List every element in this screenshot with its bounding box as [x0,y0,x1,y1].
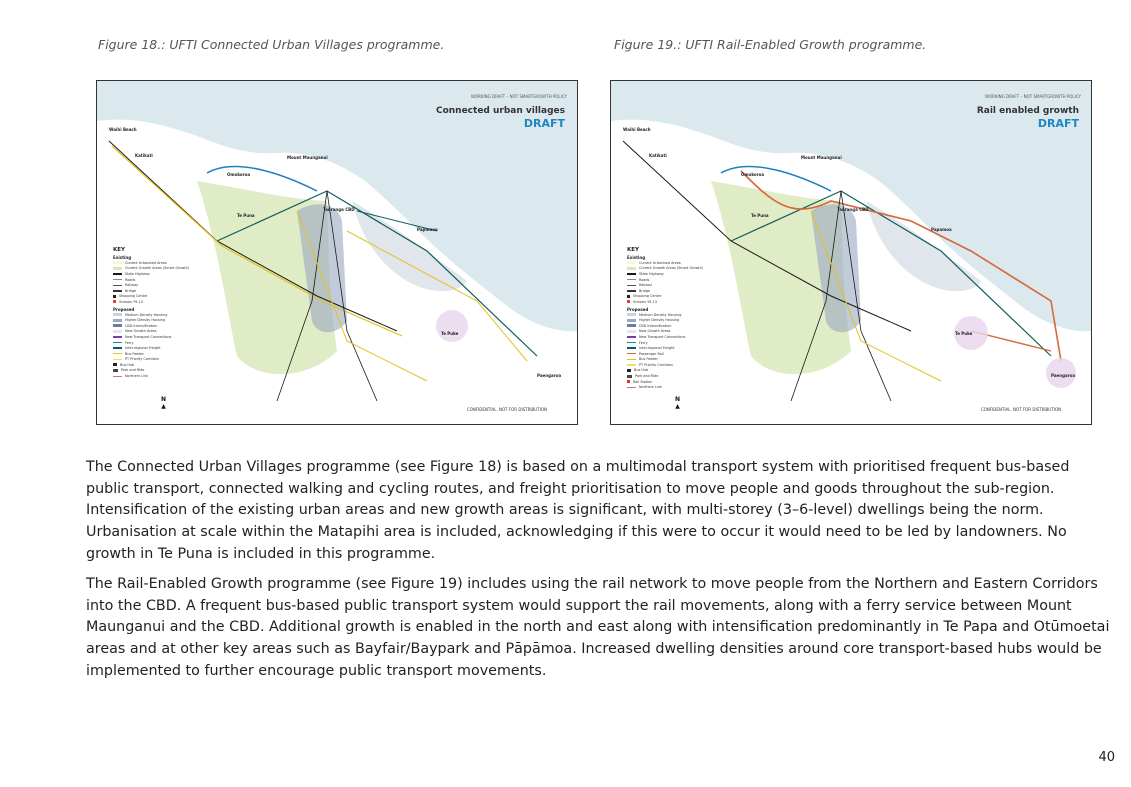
key-item: Roads [627,277,747,283]
key-item: Roads [113,277,233,283]
key-item: PT Priority Corridors [113,357,233,363]
key-item: New Growth Areas [113,329,233,335]
place-label: Papamoa [417,227,438,232]
key-item: Northern Link [113,373,233,379]
key-item: Railway [627,282,747,288]
key-item: Bridge [627,288,747,294]
key-item: Ferry [627,340,747,346]
confidential-note: CONFIDENTIAL. NOT FOR DISTRIBUTION [466,407,547,412]
key-item: Bus Feeder [113,351,233,357]
north-arrow-icon: N ▲ [161,396,167,410]
place-label: Te Puke [955,331,973,336]
place-label: Omokoroa [227,172,251,177]
north-arrow-icon: N ▲ [675,396,681,410]
key-item: New Transport Connections [113,334,233,340]
figure-18-caption: Figure 18.: UFTI Connected Urban Villages programme. [98,37,445,52]
key-item: Higher Density Housing [113,317,233,323]
key-item: Ferry [113,340,233,346]
place-label: Papamoa [931,227,952,232]
key-item: Shopping Centre [627,294,747,300]
map-key [627,247,747,390]
key-item: Schools Y9-13 [113,299,233,305]
key-item: Northern Link [627,384,747,390]
key-item: Current Urbanised Areas [627,260,747,266]
key-item: Schools Y9-13 [627,299,747,305]
map-title: Rail enabled growth [976,106,1079,116]
key-item: Bus Hub [627,368,747,374]
place-label: Te Puna [237,213,255,218]
confidential-note: CONFIDENTIAL. NOT FOR DISTRIBUTION [980,407,1061,412]
working-draft-note: WORKING DRAFT – NOT SMARTGROWTH POLICY [984,94,1081,99]
place-label: Waihi Beach [623,127,651,132]
rail-enabled-growth-map [610,80,1092,425]
key-item: Bus Feeder [627,357,747,363]
place-label: Katikati [135,153,153,158]
key-item: New Growth Areas [627,329,747,335]
key-item: New Transport Connections [627,334,747,340]
body-paragraph: The Rail-Enabled Growth programme (see Figure 19) includes using the rail network to move people from the Northern and Eastern Corridors into the CBD. A frequent bus-based public transport system would support the rail movements, along with a ferry service between Mount Maunganui and the CBD. Additional growth is enabled in the north and east along with intensification predominantly in Te Papa and Otūmoetai areas and at other key areas such as Bayfair/Baypark and Pāpāmoa. Increased dwelling densities around core transport-based hubs would be implemented to further encourage public transport movements. [86,576,1110,679]
working-draft-note: WORKING DRAFT – NOT SMARTGROWTH POLICY [470,94,567,99]
key-item: CBD Intensification [627,323,747,329]
key-item: CBD Intensification [113,323,233,329]
place-label: Omokoroa [741,172,765,177]
place-label: Katikati [649,153,667,158]
map-title: Connected urban villages [435,106,565,116]
place-label: Tauranga CBD [323,207,355,212]
draft-label: DRAFT [523,117,565,130]
place-label: Te Puna [751,213,769,218]
key-item: Medium Density Housing [627,312,747,318]
key-item: Passenger Rail [627,351,747,357]
place-label: Tauranga CBD [837,207,869,212]
place-label: Mount Maunganui [287,155,328,160]
key-title: KEY [113,247,126,253]
key-item: Current Urbanised Areas [113,260,233,266]
key-item: Inter-regional Freight [113,345,233,351]
place-label: Paengaroa [1051,373,1076,378]
connected-urban-villages-map [96,80,578,425]
key-item: Railway [113,282,233,288]
figure-19-caption: Figure 19.: UFTI Rail-Enabled Growth programme. [614,37,927,52]
body-paragraph: The Connected Urban Villages programme (see Figure 18) is based on a multimodal transport system with prioritised frequent bus-based public transport, connected walking and cycling routes, and freight prioritisation to move people and goods throughout the sub-region. Intensification of the existing urban areas and new growth areas is significant, with multi-storey (3–6-level) dwellings being the norm. Urbanisation at scale within the Matapihi area is included, acknowledging if this were to occur it would need to be led by landowners. No growth in Te Puna is included in this programme. [86,459,1070,562]
key-existing-heading: Existing [113,255,132,260]
key-item: Park and Ride [627,373,747,379]
key-item: Park and Ride [113,368,233,374]
key-item: Shopping Centre [113,294,233,300]
key-item: Medium Density Housing [113,312,233,318]
key-item: Current Growth Areas (Smart Growth) [113,266,233,272]
key-item: Inter-regional Freight [627,345,747,351]
key-item: Bus Hub [113,362,233,368]
draft-label: DRAFT [1037,117,1079,130]
place-label: Mount Maunganui [801,155,842,160]
place-label: Paengaroa [537,373,562,378]
key-item: Current Growth Areas (Smart Growth) [627,266,747,272]
key-item: State Highway [627,271,747,277]
map-key [113,247,233,379]
key-proposed-heading: Proposed [113,306,135,312]
key-item: Higher Density Housing [627,317,747,323]
place-label: Waihi Beach [109,127,137,132]
key-item: Bridge [113,288,233,294]
key-title: KEY [627,247,640,253]
key-existing-heading: Existing [627,255,646,260]
place-label: Te Puke [441,331,459,336]
page-number: 40 [1098,750,1115,765]
key-item: PT Priority Corridors [627,362,747,368]
key-item: State Highway [113,271,233,277]
key-item: Rail Station [627,379,747,385]
key-proposed-heading: Proposed [627,306,649,312]
